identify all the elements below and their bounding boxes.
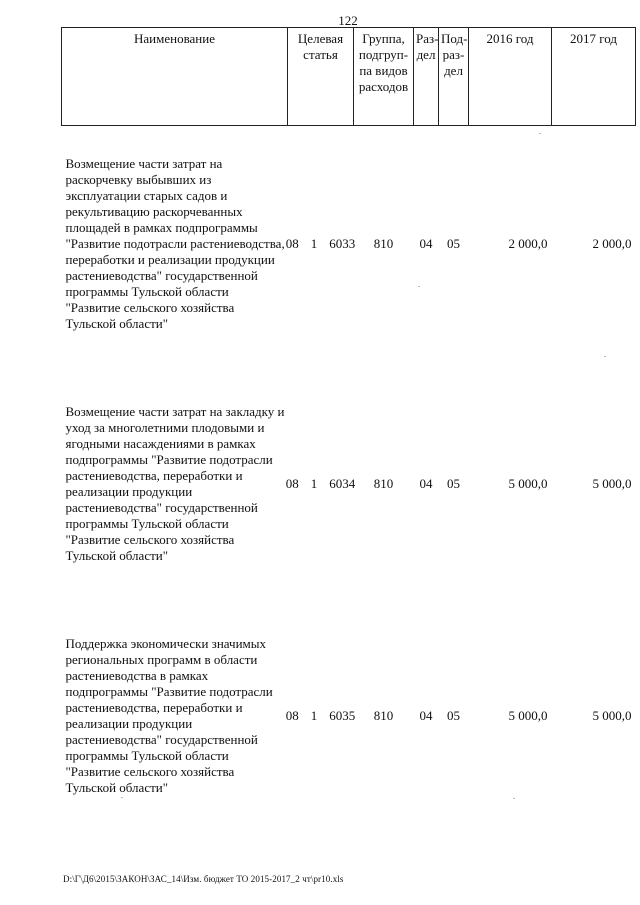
row-name: Поддержка экономически значимых региональных программ в области растениеводства в рамках подпрограммы "Развитие подотрасли растениеводства, переработки и реализации продукции растениеводства" государственной программы Тульской области "Развитие сельского хозяйства Тульской области": [65, 636, 273, 795]
row-amount-2017: 2 000,0: [592, 236, 632, 251]
header-section: Раз-дел: [414, 28, 439, 126]
article-program: 08: [285, 708, 299, 723]
table-header: [62, 28, 636, 126]
table-row: [62, 404, 636, 564]
article-subprogram: 1: [310, 476, 318, 491]
row-expense-group: 810: [373, 476, 394, 491]
row-expense-group: 810: [373, 236, 394, 251]
row-subsection: 05: [447, 236, 460, 251]
row-name: Возмещение части затрат на закладку и уход за многолетними плодовыми и ягодными насаждениями в рамках подпрограммы "Развитие подотрасли растениеводства, переработки и реализации продукции растениеводства" государственной программы Тульской области "Развитие сельского хозяйства Тульской области": [65, 404, 285, 563]
article-program: 08: [285, 476, 299, 491]
header-year-2017: 2017 год: [552, 28, 636, 126]
article-subprogram: 1: [310, 708, 318, 723]
row-amount-2016: 2 000,0: [508, 236, 548, 251]
scan-speck: [418, 286, 420, 287]
row-subsection: 05: [447, 708, 460, 723]
scan-speck: [539, 133, 541, 134]
row-expense-group: 810: [373, 708, 394, 723]
article-subprogram: 1: [310, 236, 318, 251]
article-code: 6034: [329, 476, 356, 491]
scan-speck: [121, 797, 123, 798]
row-target-article: [285, 156, 356, 332]
row-section: 04: [419, 476, 433, 491]
row-amount-2017: 5 000,0: [592, 708, 632, 723]
row-subsection: 05: [447, 476, 460, 491]
article-code: 6033: [329, 236, 356, 251]
page-number: 122: [338, 13, 358, 28]
article-code: 6035: [329, 708, 356, 723]
row-target-article: [285, 404, 356, 564]
table-row: [62, 156, 636, 332]
row-amount-2017: 5 000,0: [592, 476, 632, 491]
row-amount-2016: 5 000,0: [508, 476, 548, 491]
footer-file-path: D:\Г\Д6\2015\ЗАКОН\ЗАС_14\Изм. бюджет ТО 2015-2017_2 чт\pr10.xls: [63, 874, 344, 884]
header-target-article: Целевая статья: [288, 28, 354, 126]
header-expense-group: Группа, подгруп-па видов расходов: [354, 28, 414, 126]
row-section: 04: [419, 236, 433, 251]
scan-speck: [513, 798, 515, 799]
header-name: Наименование: [62, 28, 288, 126]
scan-speck: [604, 356, 606, 357]
article-program: 08: [285, 236, 299, 251]
table-row: [62, 636, 636, 796]
row-amount-2016: 5 000,0: [508, 708, 548, 723]
row-name: Возмещение части затрат на раскорчевку выбывших из эксплуатации старых садов и рекультивацию раскорчеванных площадей в рамках подпрограммы "Развитие подотрасли растениеводства, переработки и реализации продукции растениеводства" государственной программы Тульской области "Развитие сельского хозяйства Тульской области": [65, 156, 285, 331]
budget-table: [61, 27, 636, 796]
row-section: 04: [419, 708, 433, 723]
header-year-2016: 2016 год: [469, 28, 552, 126]
row-target-article: [285, 636, 356, 796]
header-subsection: Под-раз-дел: [439, 28, 469, 126]
